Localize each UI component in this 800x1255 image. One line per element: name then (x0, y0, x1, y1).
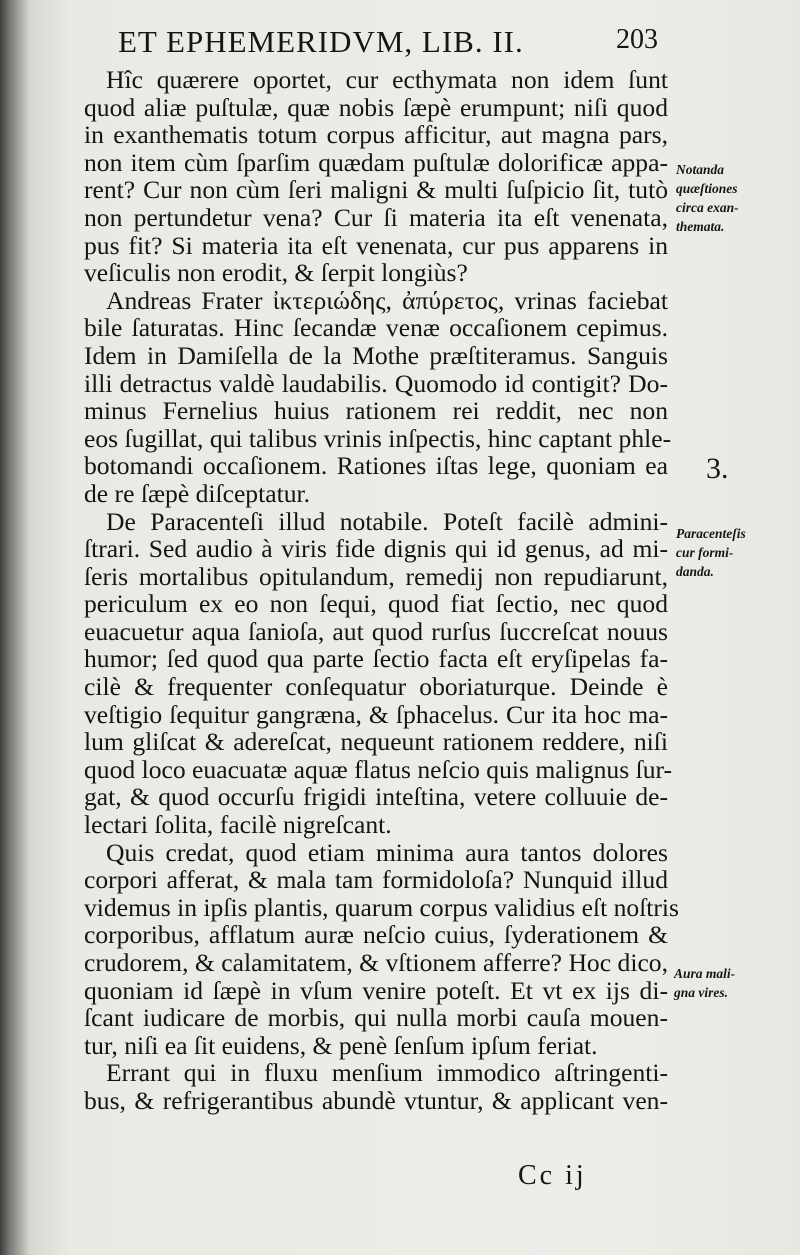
text-line: cilè & frequenter conſequatur oboriaturque. Deinde è (84, 672, 668, 702)
margin-note-line: themata. (676, 219, 725, 234)
text-line: botomandi occaſionem. Rationes iſtas lege, quoniam ea (84, 451, 668, 481)
text-line: eos ſugillat, qui talibus vrinis inſpectis, hinc captant phle- (84, 423, 672, 453)
text-line: lectari ſolita, facilè nigreſcant. (84, 810, 392, 840)
text-line: ſcant iudicare de morbis, qui nulla morbi cauſa mouen- (84, 1003, 668, 1033)
page-header (118, 24, 658, 64)
text-line: bile ſaturatas. Hinc ſecandæ venæ occaſionem cepimus. (84, 313, 668, 343)
text-line: euacuetur aqua ſanioſa, aut quod rurſus ſuccreſcat nouus (84, 616, 668, 646)
text-line: non item cùm ſparſim quædam puſtulæ dolorificæ appa- (84, 147, 668, 177)
text-line: de re ſæpè diſceptatur. (84, 478, 310, 508)
text-line: Hîc quærere oportet, cur ecthymata non idem ſunt (106, 65, 668, 94)
text-line: Andreas Frater ἰκτεριώδης, ἀπύρετος, vrinas faciebat (106, 285, 668, 315)
text-line: De Paracenteſi illud notabile. Poteſt facilè admini- (106, 506, 668, 536)
running-head: ET EPHEMERIDVM, LIB. II. (118, 24, 524, 59)
margin-note-line: Notanda (676, 162, 725, 177)
text-line: humor; ſed quod qua parte ſectio facta eſt eryſipelas fa- (84, 644, 668, 674)
text-line: videmus in ipſis plantis, quarum corpus validius eſt noſtris (84, 892, 680, 922)
text-line: lum gliſcat & adereſcat, nequeunt rationem reddere, niſi (84, 727, 668, 757)
text-line: in exanthematis totum corpus afficitur, aut magna pars, (84, 120, 668, 150)
text-line: crudorem, & calamitatem, & vſtionem afferre? Hoc dico, (84, 948, 668, 977)
text-line: Idem in Damiſella de la Mothe præſtiteramus. Sanguis (84, 340, 668, 370)
text-line: quoniam id ſæpè in vſum venire poteſt. Et vt ex ijs di- (84, 975, 668, 1005)
margin-note-exanthemata (676, 160, 739, 236)
margin-note-line: circa exan- (676, 200, 739, 215)
margin-note-line: quæſtiones (676, 181, 738, 196)
section-number: 3. (706, 452, 729, 485)
text-line: quod loco euacuatæ aquæ flatus neſcio quis malignus ſur- (84, 754, 673, 784)
margin-note-line: Paracenteſis (676, 526, 746, 541)
margin-note-line: danda. (676, 564, 714, 579)
main-text (84, 65, 680, 1115)
text-line: pus fit? Si materia ita eſt venenata, cur pus apparens in (84, 230, 668, 260)
text-line: illi detractus valdè laudabilis. Quomodo id contigit? Do- (84, 368, 668, 398)
margin-note-line: cur formi- (676, 545, 734, 560)
text-line: veſiculis non erodit, & ſerpit longiùs? (84, 258, 468, 288)
margin-note-paracentesis (676, 524, 746, 581)
text-line: rent? Cur non cùm ſeri maligni & multi ſuſpicio ſit, tutò (84, 175, 668, 205)
text-line: tur, niſi ea ſit euidens, & penè ſenſum ipſum feriat. (84, 1030, 598, 1060)
text-line: Errant qui in fluxu menſium immodico aſtringenti- (106, 1058, 668, 1088)
margin-note-line: gna vires. (674, 985, 728, 1000)
margin-note-aura (674, 964, 735, 1002)
text-line: ſtrari. Sed audio à viris fide dignis qui id genus, ad mi- (84, 534, 668, 564)
text-line: corporibus, afflatum auræ neſcio cuius, ſyderationem & (84, 920, 668, 950)
signature-mark: Cc ij (518, 1160, 587, 1191)
text-line: Quis credat, quod etiam minima aura tantos dolores (106, 837, 668, 867)
text-line: ſeris mortalibus opitulandum, remedij non repudiarunt, (84, 561, 668, 591)
margin-note-line: Aura mali- (674, 966, 736, 981)
text-line: minus Fernelius huius rationem rei reddit, nec non (84, 396, 668, 426)
text-line: non pertundetur vena? Cur ſi materia ita eſt venenata, (84, 202, 668, 232)
text-line: corpori afferat, & mala tam formidoloſa? Nunquid illud (84, 865, 668, 895)
text-line: quod aliæ puſtulæ, quæ nobis ſæpè erumpunt; niſi quod (84, 92, 668, 122)
text-line: periculum ex eo non ſequi, quod fiat ſectio, nec quod (84, 589, 668, 619)
text-line: gat, & quod occurſu frigidi inteſtina, vetere colluuie de- (84, 782, 668, 812)
page-number: 203 (616, 24, 658, 55)
text-line: veſtigio ſequitur gangræna, & ſphacelus. Cur ita hoc ma- (84, 699, 668, 729)
text-line: bus, & refrigerantibus abundè vtuntur, & applicant ven- (84, 1085, 668, 1115)
